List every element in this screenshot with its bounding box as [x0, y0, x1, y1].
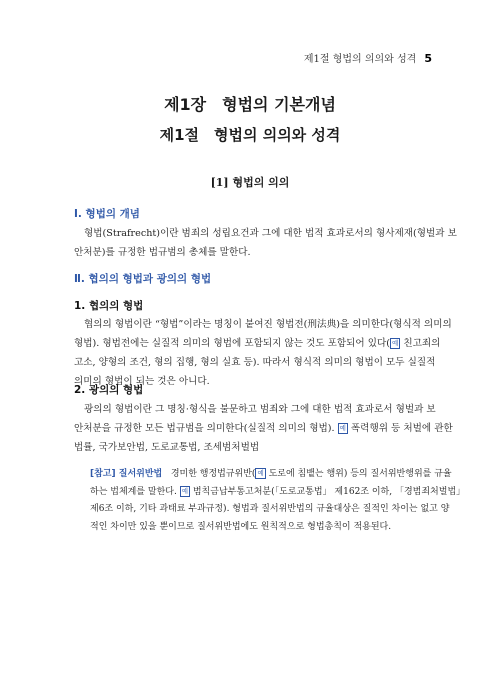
section-title: 제1절 형법의 의의와 성격 [159, 126, 341, 144]
text-segment: 도로에 침뱉는 행위) 등의 질서위반행위를 규율 [265, 469, 452, 479]
text-segment: 하는 법체계를 말한다. [90, 486, 180, 497]
narrow-heading: 1. 협의의 형법 [74, 300, 144, 312]
text-line [74, 419, 453, 438]
note-tag: [참고] 질서위반법 [90, 469, 163, 479]
running-header [304, 50, 432, 65]
broad-heading: 2. 광의의 형법 [74, 384, 144, 396]
text-line [90, 466, 452, 484]
page-number: 5 [424, 52, 432, 65]
text-line: 안처분)를 규정한 법규범의 총체를 말한다. [74, 247, 251, 258]
text-line: 제6조 이하, 기타 과태료 부과규정). 형법과 질서위반법의 규율대상은 질적인 차이는 없고 양 [90, 504, 450, 514]
text-segment: 친고죄의 [400, 338, 441, 349]
example-mark-icon: 예 [392, 339, 399, 347]
example-mark-icon: 예 [339, 424, 346, 432]
text-line [74, 334, 442, 353]
example-mark-icon: 예 [181, 486, 188, 495]
text-segment: 폭력행위 등 처벌에 관한 [347, 423, 453, 434]
text-segment: 범칙금납부통고처분(「도로교통법」 제162조 이하, 「경범죄처벌법」 [189, 486, 466, 497]
part1-paragraph [74, 224, 457, 262]
narrow-paragraph [74, 315, 452, 391]
text-line: 의미의 형법이 되는 것은 아니다. [74, 376, 210, 387]
text-segment: 경미한 행정법규위반( [170, 469, 256, 479]
text-line: 적인 차이만 있을 뿐이므로 질서위반법에도 원칙적으로 형법총칙이 적용된다. [90, 521, 392, 532]
part2-heading: Ⅱ. 협의의 형법과 광의의 형법 [74, 273, 212, 285]
text-segment: 안처분을 규정한 모든 법규범을 의미한다(실질적 의미의 형법). [74, 423, 338, 434]
running-title: 제1절 형법의 의의와 성격 [303, 54, 417, 65]
reference-note [90, 466, 466, 536]
text-line: 법률, 국가보안법, 도로교통법, 조세범처벌법 [74, 442, 260, 453]
part1-heading: Ⅰ. 형법의 개념 [74, 208, 140, 220]
broad-paragraph [74, 400, 453, 457]
subsection-title: [1] 형법의 의의 [210, 176, 290, 189]
example-mark-icon: 예 [257, 469, 264, 477]
text-line [90, 484, 466, 502]
text-segment: 형법). 형법전에는 실질적 의미의 형법에 포함되지 않는 것도 포함되어 있다( [74, 338, 391, 349]
text-line: 형법(Strafrecht)이란 범죄의 성립요건과 그에 대한 법적 효과로서의 형사제재(형벌과 보 [84, 228, 457, 239]
text-line: 광의의 형법이란 그 명칭·형식을 불문하고 범죄와 그에 대한 법적 효과로서 형벌과 보 [84, 404, 436, 415]
text-line: 고소, 양형의 조건, 형의 집행, 형의 실효 등). 따라서 형식적 의미의 형법이 모두 실질적 [74, 357, 436, 368]
chapter-title: 제1장 형법의 기본개념 [164, 95, 336, 114]
text-line: 협의의 형법이란 “형법”이라는 명칭이 붙여진 형법전(刑法典)을 의미한다(형식적 의미의 [84, 319, 452, 330]
